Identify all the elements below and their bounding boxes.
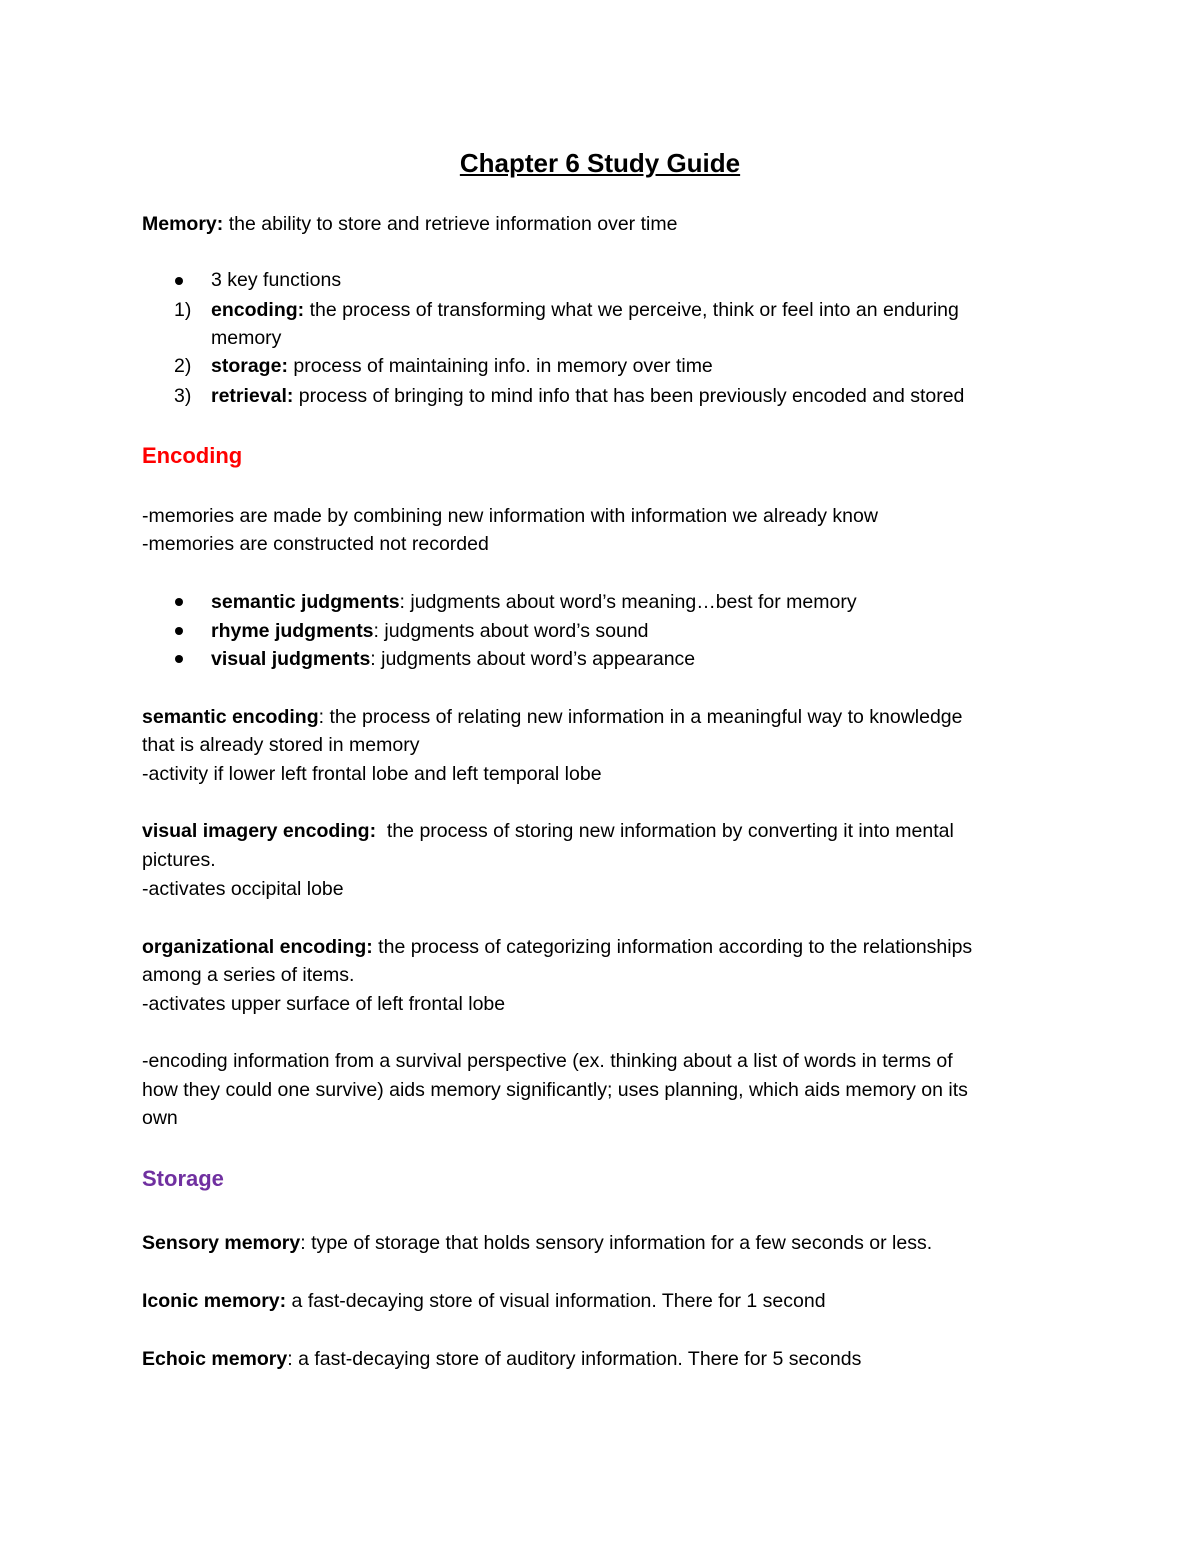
memory-definition — [142, 210, 677, 238]
list-item-text: : judgments about word’s meaning…best for memory — [399, 591, 857, 613]
survival-paragraph-line: how they could one survive) aids memory significantly; uses planning, which aids memory on its — [142, 1079, 968, 1101]
key-functions-bullet: 3 key functions — [211, 269, 342, 291]
definition-term: semantic encoding — [142, 706, 319, 728]
bullet-icon — [175, 655, 183, 663]
definition-continuation: that is already stored in memory — [142, 734, 420, 756]
definition-note: -activity if lower left frontal lobe and left temporal lobe — [142, 763, 602, 785]
list-item-encoding — [211, 296, 959, 324]
survival-paragraph-line: -encoding information from a survival perspective (ex. thinking about a list of words in terms of — [142, 1050, 953, 1072]
definition-text: : a fast-decaying store of auditory information. There for 5 seconds — [287, 1348, 862, 1370]
list-item-text: process of bringing to mind info that has been previously encoded and stored — [293, 385, 965, 407]
definition-text: : type of storage that holds sensory information for a few seconds or less. — [300, 1232, 933, 1254]
list-item-text: the process of transforming what we perceive, think or feel into an enduring — [304, 299, 959, 321]
definition-term: Sensory memory — [142, 1232, 301, 1254]
definition-text: : the process of relating new information in a meaningful way to knowledge — [318, 706, 963, 728]
list-item-text: : judgments about word’s sound — [373, 620, 649, 642]
list-item-term: semantic judgments — [211, 591, 400, 613]
storage-heading: Storage — [142, 1166, 224, 1191]
bullet-icon — [175, 277, 183, 285]
list-item-semantic-judgments — [211, 588, 857, 616]
bullet-icon — [175, 598, 183, 606]
list-number: 3) — [174, 385, 192, 407]
definition-continuation: among a series of items. — [142, 964, 355, 986]
survival-paragraph-line: own — [142, 1107, 178, 1129]
organizational-encoding-definition — [142, 933, 972, 961]
echoic-memory-definition — [142, 1345, 861, 1373]
encoding-note: -memories are made by combining new information with information we already know — [142, 505, 878, 527]
list-item-continuation: memory — [211, 327, 282, 349]
iconic-memory-definition — [142, 1287, 826, 1315]
bullet-icon — [175, 627, 183, 635]
list-item-term: visual judgments — [211, 648, 371, 670]
list-item-rhyme-judgments — [211, 617, 649, 645]
encoding-note: -memories are constructed not recorded — [142, 533, 489, 555]
definition-term: Echoic memory — [142, 1348, 288, 1370]
page-title: Chapter 6 Study Guide — [459, 148, 741, 178]
definition-term: visual imagery encoding: — [142, 820, 377, 842]
memory-term: Memory: — [142, 213, 224, 235]
definition-text: the process of storing new information by converting it into mental — [376, 820, 954, 842]
sensory-memory-definition — [142, 1229, 932, 1257]
definition-term: organizational encoding: — [142, 936, 373, 958]
semantic-encoding-definition — [142, 703, 963, 731]
list-item-term: storage: — [211, 355, 288, 377]
list-item-storage — [211, 352, 713, 380]
list-number: 2) — [174, 355, 192, 377]
definition-term: Iconic memory: — [142, 1290, 287, 1312]
document-page — [142, 0, 1062, 1553]
list-item-term: retrieval: — [211, 385, 294, 407]
list-item-term: rhyme judgments — [211, 620, 374, 642]
definition-text: the process of categorizing information according to the relationships — [372, 936, 973, 958]
list-item-retrieval — [211, 382, 964, 410]
encoding-heading: Encoding — [142, 443, 243, 468]
definition-note: -activates upper surface of left frontal lobe — [142, 993, 506, 1015]
list-number: 1) — [174, 299, 192, 321]
list-item-visual-judgments — [211, 645, 695, 673]
definition-note: -activates occipital lobe — [142, 878, 344, 900]
list-item-term: encoding: — [211, 299, 305, 321]
definition-text: a fast-decaying store of visual information. There for 1 second — [286, 1290, 826, 1312]
memory-text: the ability to store and retrieve information over time — [223, 213, 678, 235]
visual-imagery-encoding-definition — [142, 817, 954, 845]
definition-continuation: pictures. — [142, 849, 216, 871]
list-item-text: : judgments about word’s appearance — [370, 648, 696, 670]
list-item-text: process of maintaining info. in memory over time — [287, 355, 713, 377]
